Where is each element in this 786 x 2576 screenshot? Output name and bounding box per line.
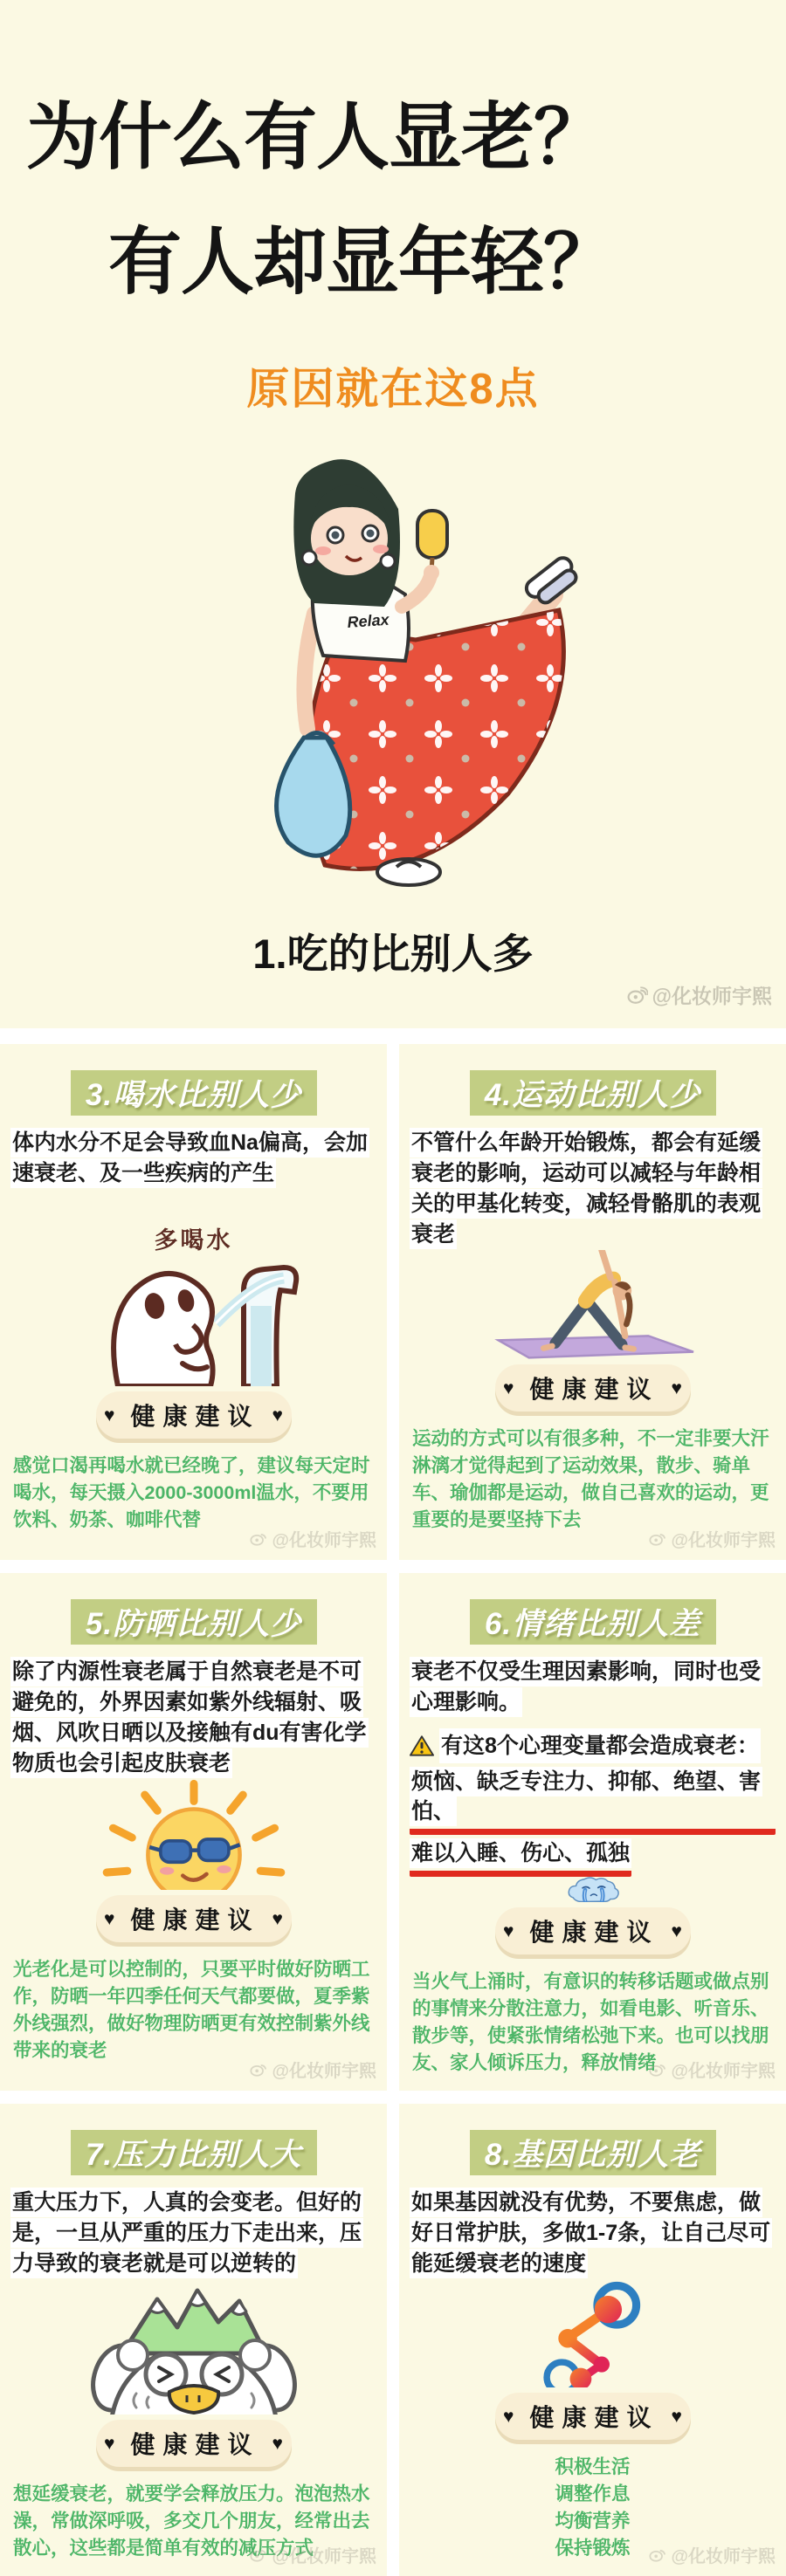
watermark-text: @化妆师宇熙 xyxy=(652,985,772,1007)
heart-icon: ♥ xyxy=(104,2433,115,2454)
heart-icon: ♥ xyxy=(104,1405,115,1425)
heart-icon: ♥ xyxy=(503,2406,514,2427)
health-advice-button xyxy=(495,2393,691,2440)
card-banner xyxy=(470,1070,716,1116)
card-banner-text: 4.运动比别人少 xyxy=(484,1078,701,1112)
gene-network-illustration xyxy=(399,2279,786,2387)
heart-icon: ♥ xyxy=(104,1908,115,1929)
heart-icon: ♥ xyxy=(671,2406,682,2427)
crying-cloud-svg xyxy=(484,1877,702,1902)
weibo-eye-icon xyxy=(627,986,648,1004)
watermark: @化妆师宇熙 xyxy=(250,2542,376,2567)
health-advice-label: 健康建议 xyxy=(529,2404,659,2431)
crying-cloud-illustration xyxy=(399,1877,786,1902)
watermark xyxy=(627,980,772,1009)
warning-icon xyxy=(410,1735,434,1757)
popsicle xyxy=(417,511,447,558)
girl-head xyxy=(293,460,400,608)
yoga-pose-illustration xyxy=(399,1250,786,1359)
point-1-title: 1.吃的比别人多 xyxy=(252,931,534,978)
weibo-eye-icon xyxy=(649,2062,666,2077)
card-body-text: 如果基因就没有优势，不要焦虑，做好日常护肤，多做1-7条，让自己尽可能延缓衰老的速度 xyxy=(410,2188,776,2279)
heart-icon: ♥ xyxy=(503,1920,514,1941)
health-advice-button xyxy=(96,1895,292,1942)
heart-icon: ♥ xyxy=(671,1920,682,1941)
card-banner xyxy=(71,2130,317,2175)
card-body-text: 不管什么年龄开始锻炼，都会有延缓衰老的影响，运动可以减轻与年龄相关的甲基化转变，减轻骨骼肌的表观衰老 xyxy=(410,1128,776,1250)
sun-svg xyxy=(80,1779,307,1890)
psych-variables-line-1: 烦恼、缺乏专注力、抑郁、绝望、害怕、 xyxy=(410,1767,776,1835)
card-sunscreen xyxy=(0,1573,387,2091)
card-banner-text: 5.防晒比别人少 xyxy=(85,1607,302,1641)
health-advice-button xyxy=(96,2420,292,2467)
illustration-label: 多喝水 xyxy=(154,1227,233,1254)
heart-icon: ♥ xyxy=(503,1377,514,1398)
heart-icon: ♥ xyxy=(272,2433,283,2454)
advice-text: 感觉口渴再喝水就已经晚了，建议每天定时喝水，每天摄入2000-3000ml温水，不要用饮料、奶茶、咖啡代替 xyxy=(13,1455,370,1530)
card-banner xyxy=(71,1070,317,1116)
advice-text: 想延缓衰老，就要学会释放压力。泡泡热水澡，常做深呼吸，多交几个朋友，经常出去散心，这些都是简单有效的减压方式 xyxy=(13,2483,370,2559)
hero-section xyxy=(0,0,786,1028)
title-line-2: 有人却显年轻？ xyxy=(108,220,617,303)
health-advice-label: 健康建议 xyxy=(130,1906,260,1934)
sun-sunglasses-illustration xyxy=(0,1779,387,1890)
gene-molecule-svg xyxy=(519,2279,667,2387)
health-advice-label: 健康建议 xyxy=(529,1919,659,1946)
raised-sandal xyxy=(523,555,582,609)
health-advice-label: 健康建议 xyxy=(130,2431,260,2458)
card-banner xyxy=(71,1599,317,1645)
card-genes xyxy=(399,2104,786,2576)
health-advice-button xyxy=(495,1907,691,1954)
weibo-eye-icon xyxy=(250,1531,267,1546)
title-line-1: 为什么有人显老？ xyxy=(26,96,607,178)
health-advice-button xyxy=(495,1364,691,1412)
watermark: @化妆师宇熙 xyxy=(649,1526,776,1551)
girl-with-red-skirt-illustration xyxy=(201,439,585,897)
card-stress xyxy=(0,2104,387,2576)
card-banner xyxy=(470,2130,716,2175)
drinking-blob-svg xyxy=(85,1255,303,1386)
weibo-eye-icon xyxy=(649,2547,666,2562)
health-advice-button xyxy=(96,1391,292,1439)
advice-text: 运动的方式可以有很多种，不一定非要大汗淋漓才觉得起到了运动效果，散步、骑单车、瑜伽都是运动，做自己喜欢的运动，更重要的是要坚持下去 xyxy=(412,1428,769,1530)
girl-illustration-svg xyxy=(201,439,585,893)
watermark: @化妆师宇熙 xyxy=(250,2057,376,2082)
earring-right xyxy=(381,554,395,568)
psych-variables-line-2: 难以入睡、伤心、孤独 xyxy=(410,1838,776,1877)
card-grid xyxy=(0,1044,786,2576)
earring-left xyxy=(302,551,316,565)
watermark: @化妆师宇熙 xyxy=(250,1526,376,1551)
weibo-eye-icon xyxy=(649,1531,666,1546)
water-dispenser-blob-illustration xyxy=(0,1189,387,1386)
bottom-sandal xyxy=(377,859,440,885)
right-hand xyxy=(424,565,439,580)
card-banner-text: 7.压力比别人大 xyxy=(85,2138,302,2172)
left-arm xyxy=(304,614,314,729)
warning-line: 有这8个心理变量都会造成衰老： xyxy=(410,1728,776,1763)
card-banner-text: 8.基因比别人老 xyxy=(484,2138,701,2172)
subtitle: 原因就在这8点 xyxy=(246,366,540,414)
yoga-svg xyxy=(453,1250,733,1359)
card-body-text: 除了内源性衰老属于自然衰老是不可避免的，外界因素如紫外线辐射、吸烟、风吹日晒以及接触有du有害化学物质也会引起皮肤衰老 xyxy=(10,1657,376,1779)
card-banner-text: 6.情绪比别人差 xyxy=(484,1607,701,1641)
duck-svg xyxy=(72,2284,316,2415)
card-body-text: 重大压力下，人真的会变老。但好的是，一旦从严重的压力下走出来，压力导致的衰老就是可以逆转的 xyxy=(10,2188,376,2279)
weibo-eye-icon xyxy=(250,2547,267,2562)
watermark: @化妆师宇熙 xyxy=(649,2542,776,2567)
card-exercise xyxy=(399,1044,786,1560)
advice-text: 光老化是可以控制的，只要平时做好防晒工作，防晒一年四季任何天气都要做，夏季紫外线强烈，做好物理防晒更有效控制紫外线带来的衰老 xyxy=(13,1959,370,2061)
card-drink-water xyxy=(0,1044,387,1560)
advice-text: 积极生活 调整作息 均衡营养 保持锻炼 xyxy=(555,2456,631,2559)
heart-icon: ♥ xyxy=(272,1405,283,1425)
health-advice-label: 健康建议 xyxy=(529,1376,659,1403)
duck-under-mountains-illustration xyxy=(0,2279,387,2415)
shirt-text: Relax xyxy=(346,611,390,632)
card-banner-text: 3.喝水比别人少 xyxy=(85,1078,302,1112)
card-body-text: 体内水分不足会导致血Na偏高，会加速衰老、及一些疾病的产生 xyxy=(10,1128,376,1189)
heart-icon: ♥ xyxy=(272,1908,283,1929)
card-body-text: 衰老不仅受生理因素影响，同时也受心理影响。 xyxy=(410,1657,776,1718)
health-advice-label: 健康建议 xyxy=(130,1403,260,1430)
card-emotions xyxy=(399,1573,786,2091)
weibo-eye-icon xyxy=(250,2062,267,2077)
card-banner xyxy=(470,1599,716,1645)
watermark: @化妆师宇熙 xyxy=(649,2057,776,2082)
advice-text: 当火气上涌时，有意识的转移话题或做点别的事情来分散注意力，如看电影、听音乐、散步等，使紧张情绪松弛下来。也可以找朋友、家人倾诉压力，释放情绪 xyxy=(412,1971,769,2073)
heart-icon: ♥ xyxy=(671,1377,682,1398)
